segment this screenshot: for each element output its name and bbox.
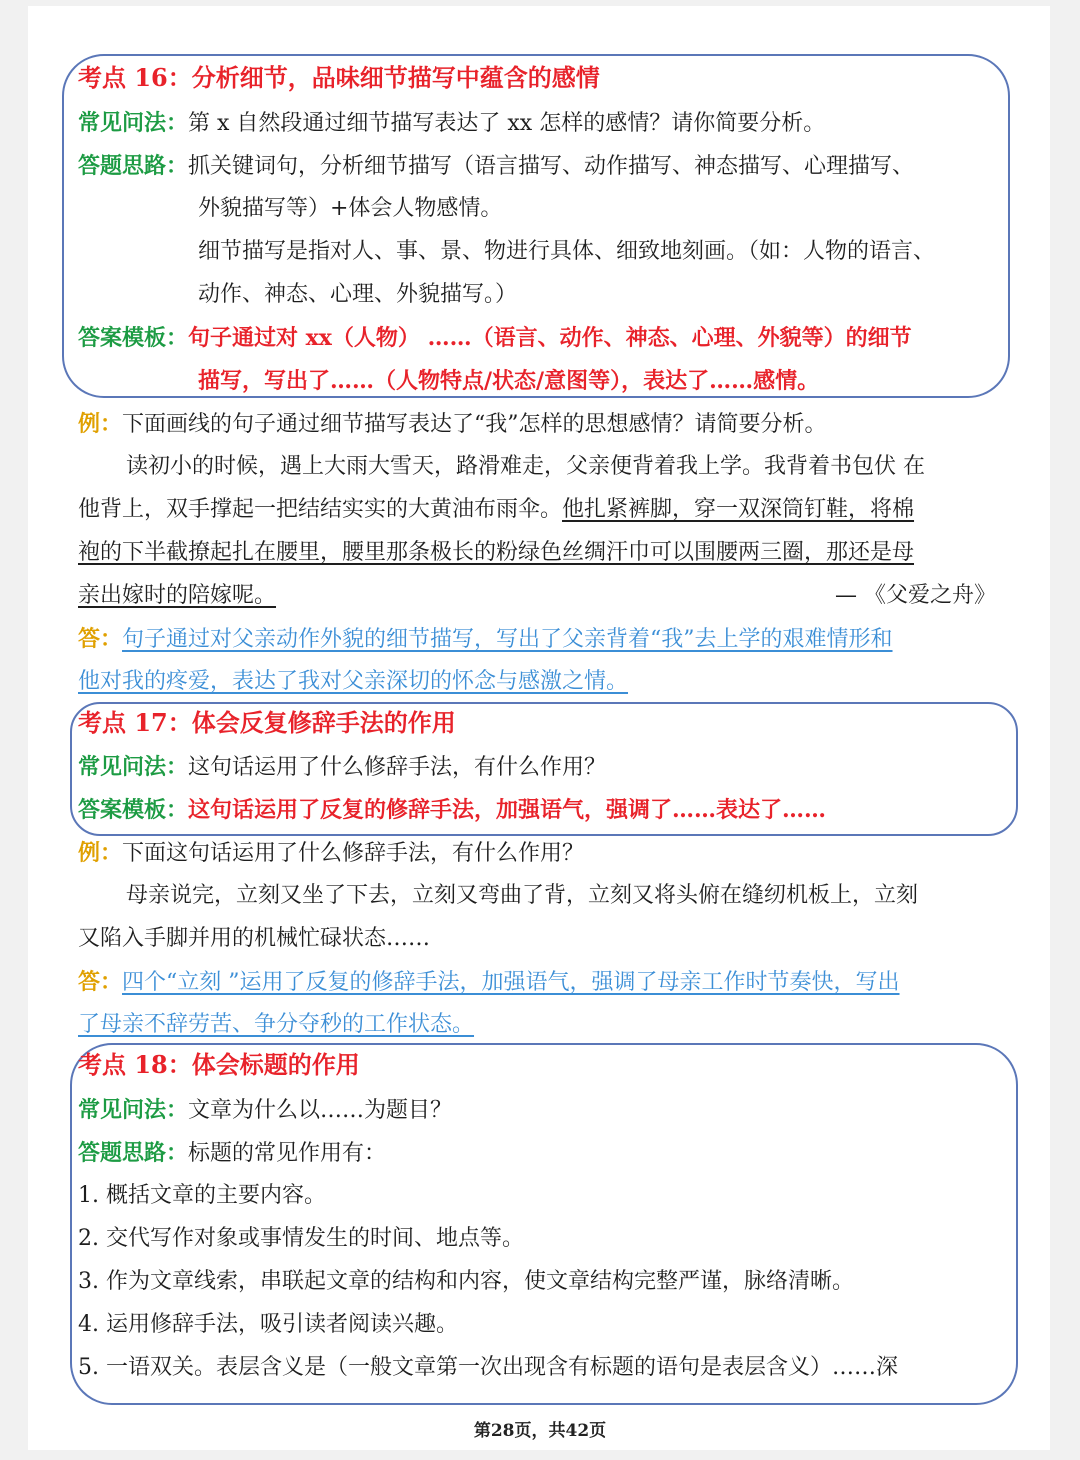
k17-answer-label: 答： bbox=[78, 969, 123, 995]
k16-passage-line1: 读初小的时候，遇上大雨大雪天，路滑难走，父亲便背着我上学。我背着书包伏 在 bbox=[126, 454, 925, 479]
k18-question-label: 常见问法： bbox=[78, 1097, 189, 1123]
k17-example-row bbox=[78, 838, 584, 869]
page-number: 第28页，共42页 bbox=[473, 1421, 607, 1441]
k16-passage-line2b: 他扎紧裤脚，穿一双深筒钉鞋，将棉 bbox=[562, 497, 915, 522]
k18-title: 考点 18：体会标题的作用 bbox=[78, 1050, 360, 1079]
k16-example-question: 下面画线的句子通过细节描写表达了“我”怎样的思想感情？请简要分析。 bbox=[122, 412, 827, 437]
k16-question-row bbox=[78, 108, 825, 139]
k18-strategy-row bbox=[78, 1138, 386, 1169]
k16-answer-line2: 他对我的疼爱，表达了我对父亲深切的怀念与感激之情。 bbox=[78, 669, 629, 694]
k17-answer-line2: 了母亲不辞劳苦、争分夺秒的工作状态。 bbox=[78, 1012, 475, 1037]
k17-title: 考点 17：体会反复修辞手法的作用 bbox=[78, 708, 456, 737]
k16-answer-line1: 句子通过对父亲动作外貌的细节描写，写出了父亲背着“我”去上学的艰难情形和 bbox=[122, 627, 893, 652]
k16-answer-label: 答： bbox=[78, 626, 123, 652]
k16-example-label: 例： bbox=[78, 411, 123, 437]
k16-passage-line2 bbox=[78, 495, 914, 525]
k16-passage-source: — 《父爱之舟》 bbox=[835, 583, 996, 608]
k17-question-label: 常见问法： bbox=[78, 754, 189, 780]
k17-template-label: 答案模板： bbox=[78, 797, 189, 823]
k16-strategy-line4: 动作、神态、心理、外貌描写。） bbox=[198, 282, 518, 307]
k18-question-text: 文章为什么以……为题目？ bbox=[188, 1098, 453, 1123]
k17-passage-line2: 又陷入手脚并用的机械忙碌状态…… bbox=[78, 926, 431, 951]
k17-answer-row bbox=[78, 967, 900, 998]
k16-passage-line4: 亲出嫁时的陪嫁呢。 bbox=[78, 583, 277, 608]
k16-question-text: 第 x 自然段通过细节描写表达了 xx 怎样的感情？请你简要分析。 bbox=[188, 111, 826, 136]
k17-template-row bbox=[78, 795, 826, 826]
k18-item-5: 5. 一语双关。表层含义是（一般文章第一次出现含有标题的语句是表层含义）……深 bbox=[78, 1355, 898, 1380]
k16-template-row bbox=[78, 323, 912, 354]
k16-template-label: 答案模板： bbox=[78, 325, 189, 351]
k16-strategy-label: 答题思路： bbox=[78, 153, 189, 179]
k18-item-1: 1. 概括文章的主要内容。 bbox=[78, 1183, 326, 1208]
k17-answer-line1: 四个“立刻 ”运用了反复的修辞手法，加强语气，强调了母亲工作时节奏快，写出 bbox=[122, 970, 900, 995]
k17-question-text: 这句话运用了什么修辞手法，有什么作用？ bbox=[188, 755, 607, 780]
k16-answer-row bbox=[78, 624, 893, 655]
k17-template-text: 这句话运用了反复的修辞手法，加强语气，强调了……表达了…… bbox=[188, 797, 827, 823]
k16-passage-line2a: 他背上，双手撑起一把结结实实的大黄油布雨伞。 bbox=[78, 497, 563, 522]
k18-item-3: 3. 作为文章线索，串联起文章的结构和内容，使文章结构完整严谨，脉络清晰。 bbox=[78, 1269, 854, 1294]
k18-strategy-label: 答题思路： bbox=[78, 1140, 189, 1166]
k16-question-label: 常见问法： bbox=[78, 110, 189, 136]
k16-strategy-row bbox=[78, 151, 914, 182]
k18-question-row bbox=[78, 1095, 452, 1126]
k16-example-row bbox=[78, 409, 827, 440]
k16-strategy-line1: 抓关键词句，分析细节描写（语言描写、动作描写、神态描写、心理描写、 bbox=[188, 154, 915, 179]
k17-example-question: 下面这句话运用了什么修辞手法，有什么作用？ bbox=[122, 841, 585, 866]
k16-passage-line3: 袍的下半截撩起扎在腰里，腰里那条极长的粉绿色丝绸汗巾可以围腰两三圈，那还是母 bbox=[78, 540, 915, 565]
k18-item-2: 2. 交代写作对象或事情发生的时间、地点等。 bbox=[78, 1226, 524, 1251]
k18-strategy-text: 标题的常见作用有： bbox=[188, 1141, 387, 1166]
k17-example-label: 例： bbox=[78, 840, 123, 866]
k16-strategy-line2: 外貌描写等）+体会人物感情。 bbox=[198, 196, 503, 221]
k16-template-line2: 描写，写出了……（人物特点/状态/意图等），表达了……感情。 bbox=[198, 368, 820, 394]
k16-strategy-line3: 细节描写是指对人、事、景、物进行具体、细致地刻画。（如：人物的语言、 bbox=[198, 239, 936, 264]
k16-title: 考点 16：分析细节，品味细节描写中蕴含的感情 bbox=[78, 63, 600, 92]
k17-passage-line1: 母亲说完，立刻又坐了下去，立刻又弯曲了背，立刻又将头俯在缝纫机板上，立刻 bbox=[126, 883, 919, 908]
k17-question-row bbox=[78, 752, 606, 783]
k18-item-4: 4. 运用修辞手法，吸引读者阅读兴趣。 bbox=[78, 1312, 458, 1337]
k16-template-line1: 句子通过对 xx（人物） ……（语言、动作、神态、心理、外貌等）的细节 bbox=[188, 325, 912, 351]
